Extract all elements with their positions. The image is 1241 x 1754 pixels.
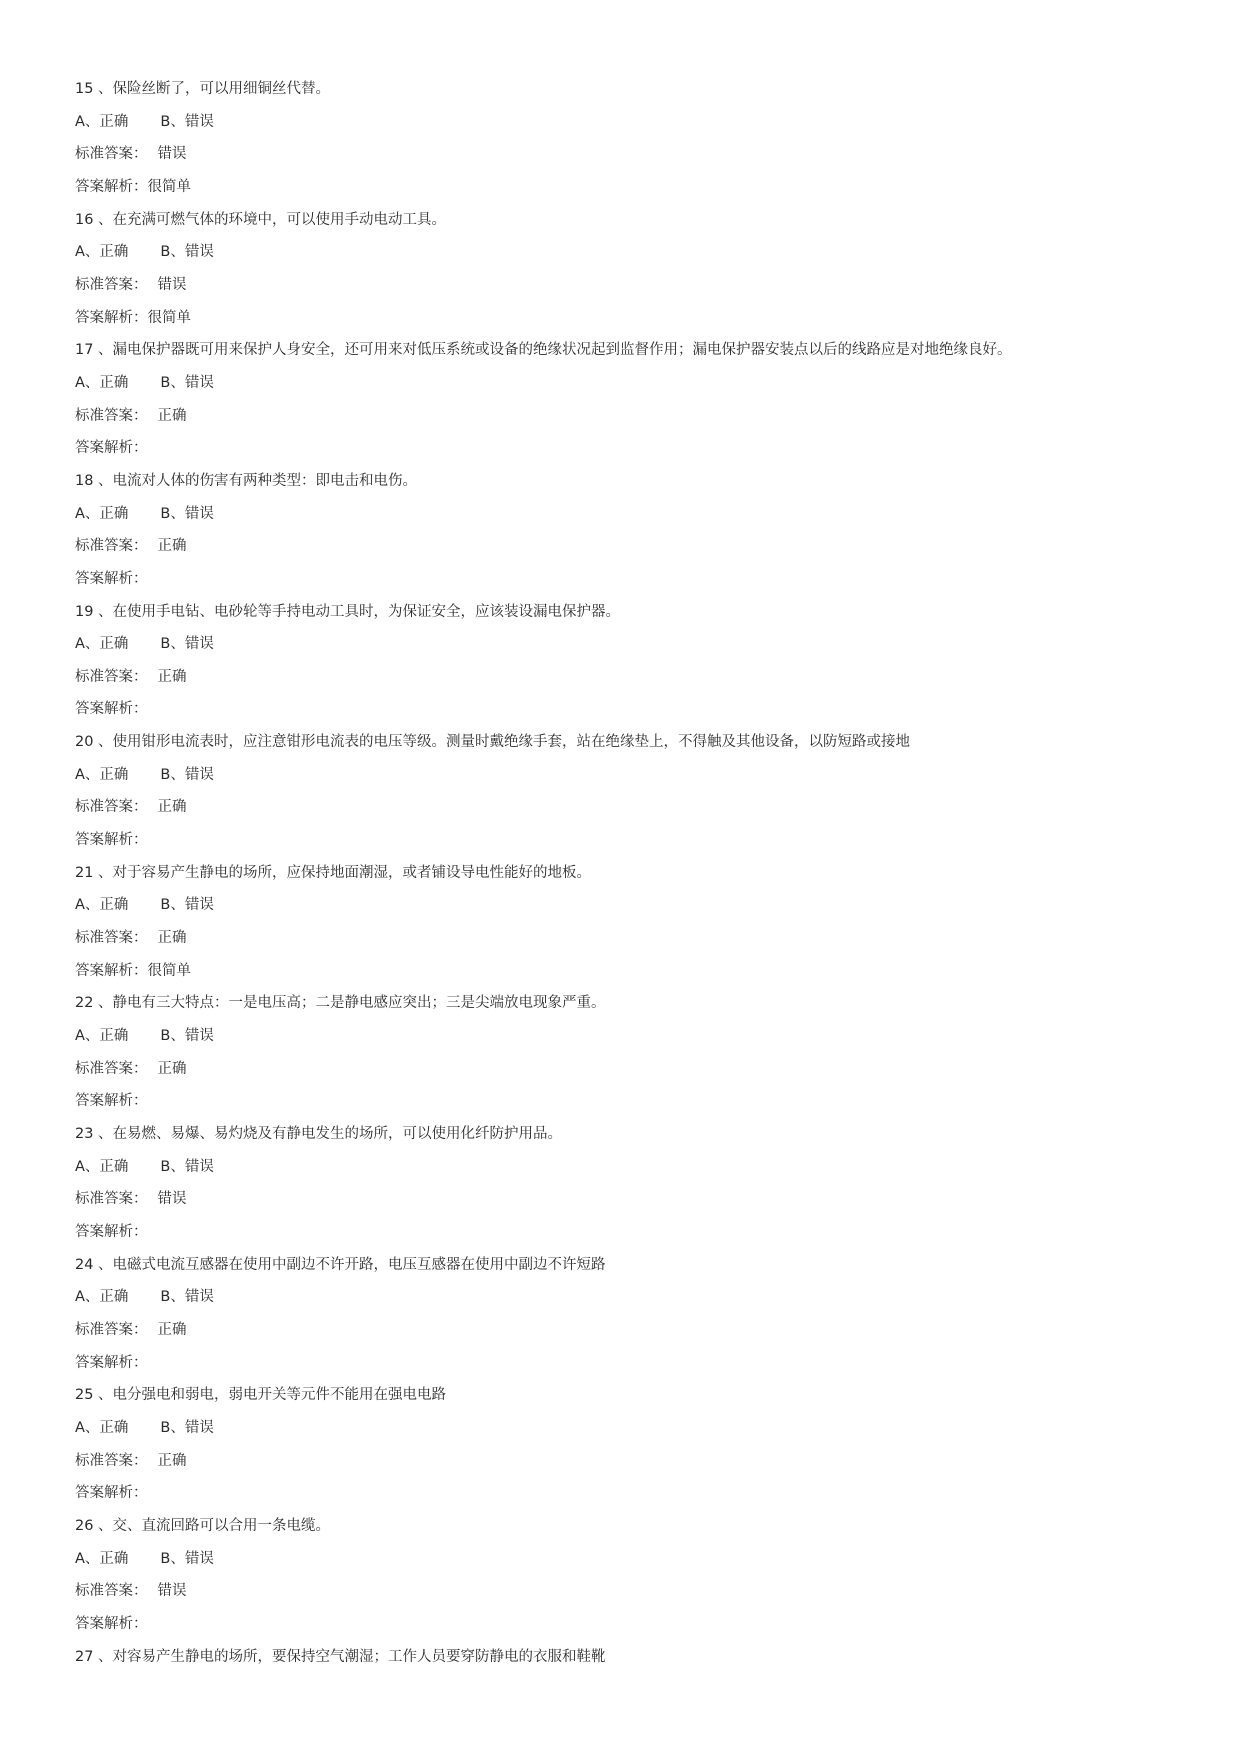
question-block bbox=[75, 1123, 1195, 1254]
question-block bbox=[75, 601, 1195, 732]
option-a: A、正确 bbox=[75, 113, 129, 130]
option-b: B、错误 bbox=[160, 1158, 214, 1175]
question-text: 27 、对容易产生静电的场所，要保持空气潮湿；工作人员要穿防静电的衣服和鞋靴 bbox=[75, 1648, 606, 1665]
answer-value: 错误 bbox=[157, 1583, 187, 1600]
question-text: 15 、保险丝断了，可以用细铜丝代替。 bbox=[75, 81, 331, 97]
question-text: 17 、漏电保护器既可用来保护人身安全，还可用来对低压系统或设备的绝缘状况起到监督作用；漏电保护器安装点以后的线路应是对地绝缘良好。 bbox=[75, 342, 1012, 359]
analysis-label: 答案解析： bbox=[75, 1615, 148, 1632]
question-block bbox=[75, 1384, 1195, 1515]
answer-value: 正确 bbox=[157, 407, 187, 424]
option-b: B、错误 bbox=[160, 766, 214, 783]
option-a: A、正确 bbox=[75, 1158, 129, 1175]
standard-answer-row bbox=[75, 143, 1195, 176]
options-row bbox=[75, 503, 1195, 536]
answer-analysis-row bbox=[75, 829, 1195, 862]
analysis-label: 答案解析： bbox=[75, 1093, 148, 1110]
question-block bbox=[75, 209, 1195, 340]
options-row bbox=[75, 764, 1195, 797]
question-text: 21 、对于容易产生静电的场所，应保持地面潮湿，或者铺设导电性能好的地板。 bbox=[75, 864, 592, 881]
options-row bbox=[75, 1548, 1195, 1581]
option-b: B、错误 bbox=[160, 897, 214, 914]
answer-value: 错误 bbox=[157, 276, 187, 293]
answer-analysis-row bbox=[75, 176, 1195, 209]
option-a: A、正确 bbox=[75, 897, 129, 914]
option-b: B、错误 bbox=[160, 1419, 214, 1436]
analysis-label: 答案解析： bbox=[75, 1354, 148, 1371]
question-block bbox=[75, 731, 1195, 862]
standard-answer-row bbox=[75, 1319, 1195, 1352]
analysis-label: 答案解析： bbox=[75, 178, 148, 195]
answer-analysis-row bbox=[75, 1613, 1195, 1646]
option-b: B、错误 bbox=[160, 1028, 214, 1045]
option-a: A、正确 bbox=[75, 1289, 129, 1306]
trailing-question-block bbox=[75, 1646, 1195, 1679]
option-b: B、错误 bbox=[160, 636, 214, 653]
analysis-label: 答案解析： bbox=[75, 309, 148, 326]
answer-analysis-row bbox=[75, 698, 1195, 731]
option-a: A、正确 bbox=[75, 636, 129, 653]
answer-analysis-row bbox=[75, 307, 1195, 340]
question-text: 23 、在易燃、易爆、易灼烧及有静电发生的场所，可以使用化纤防护用品。 bbox=[75, 1126, 563, 1142]
option-b: B、错误 bbox=[160, 505, 214, 522]
option-b: B、错误 bbox=[160, 374, 214, 391]
answer-label: 标准答案： bbox=[75, 538, 148, 555]
question-block bbox=[75, 992, 1195, 1123]
options-row bbox=[75, 241, 1195, 274]
question-text: 18 、电流对人体的伤害有两种类型：即电击和电伤。 bbox=[75, 472, 418, 489]
options-row bbox=[75, 1156, 1195, 1189]
options-row bbox=[75, 1417, 1195, 1450]
answer-analysis-row bbox=[75, 568, 1195, 601]
option-b: B、错误 bbox=[160, 1550, 214, 1567]
options-row bbox=[75, 1025, 1195, 1058]
options-row bbox=[75, 894, 1195, 927]
analysis-label: 答案解析： bbox=[75, 1223, 148, 1240]
answer-value: 正确 bbox=[157, 799, 187, 816]
answer-label: 标准答案： bbox=[75, 1191, 148, 1208]
analysis-label: 答案解析： bbox=[75, 701, 148, 718]
question-block bbox=[75, 1515, 1195, 1646]
answer-analysis-row bbox=[75, 1482, 1195, 1515]
answer-label: 标准答案： bbox=[75, 1583, 148, 1600]
answer-label: 标准答案： bbox=[75, 1452, 148, 1469]
option-a: A、正确 bbox=[75, 1550, 129, 1567]
options-row bbox=[75, 1286, 1195, 1319]
option-a: A、正确 bbox=[75, 1419, 129, 1436]
answer-label: 标准答案： bbox=[75, 1060, 148, 1077]
standard-answer-row bbox=[75, 1580, 1195, 1613]
question-text: 24 、电磁式电流互感器在使用中副边不许开路，电压互感器在使用中副边不许短路 bbox=[75, 1256, 606, 1273]
answer-analysis-row bbox=[75, 1221, 1195, 1254]
option-a: A、正确 bbox=[75, 374, 129, 391]
answer-label: 标准答案： bbox=[75, 930, 148, 947]
question-text: 25 、电分强电和弱电，弱电开关等元件不能用在强电电路 bbox=[75, 1387, 447, 1404]
question-block bbox=[75, 470, 1195, 601]
standard-answer-row bbox=[75, 666, 1195, 699]
answer-value: 错误 bbox=[157, 1191, 187, 1208]
option-a: A、正确 bbox=[75, 1028, 129, 1045]
standard-answer-row bbox=[75, 1058, 1195, 1091]
analysis-label: 答案解析： bbox=[75, 1485, 148, 1502]
analysis-label: 答案解析： bbox=[75, 570, 148, 587]
analysis-label: 答案解析： bbox=[75, 962, 148, 979]
answer-analysis-row bbox=[75, 1090, 1195, 1123]
standard-answer-row bbox=[75, 274, 1195, 307]
analysis-text: 很简单 bbox=[147, 178, 191, 195]
standard-answer-row bbox=[75, 1188, 1195, 1221]
standard-answer-row bbox=[75, 1450, 1195, 1483]
document-body bbox=[75, 78, 1195, 1678]
answer-label: 标准答案： bbox=[75, 407, 148, 424]
answer-value: 正确 bbox=[157, 668, 187, 685]
option-b: B、错误 bbox=[160, 1289, 214, 1306]
question-text: 16 、在充满可燃气体的环境中，可以使用手动电动工具。 bbox=[75, 211, 447, 228]
question-text: 20 、使用钳形电流表时，应注意钳形电流表的电压等级。测量时戴绝缘手套，站在绝缘垫上，不得触及其他设备，以防短路或接地 bbox=[75, 734, 911, 751]
analysis-label: 答案解析： bbox=[75, 832, 148, 849]
option-b: B、错误 bbox=[160, 244, 214, 261]
standard-answer-row bbox=[75, 796, 1195, 829]
answer-label: 标准答案： bbox=[75, 146, 148, 163]
answer-value: 正确 bbox=[157, 1452, 187, 1469]
question-block bbox=[75, 1254, 1195, 1385]
standard-answer-row bbox=[75, 535, 1195, 568]
answer-value: 正确 bbox=[157, 1321, 187, 1338]
analysis-label: 答案解析： bbox=[75, 440, 148, 457]
question-block bbox=[75, 78, 1195, 209]
question-block bbox=[75, 339, 1195, 470]
standard-answer-row bbox=[75, 927, 1195, 960]
question-text: 22 、静电有三大特点：一是电压高；二是静电感应突出；三是尖端放电现象严重。 bbox=[75, 995, 606, 1012]
option-a: A、正确 bbox=[75, 766, 129, 783]
option-a: A、正确 bbox=[75, 505, 129, 522]
standard-answer-row bbox=[75, 405, 1195, 438]
options-row bbox=[75, 372, 1195, 405]
answer-value: 正确 bbox=[157, 538, 187, 555]
answer-label: 标准答案： bbox=[75, 276, 148, 293]
question-text: 19 、在使用手电钻、电砂轮等手持电动工具时，为保证安全，应该装设漏电保护器。 bbox=[75, 603, 621, 620]
answer-label: 标准答案： bbox=[75, 668, 148, 685]
answer-label: 标准答案： bbox=[75, 799, 148, 816]
answer-analysis-row bbox=[75, 960, 1195, 993]
option-b: B、错误 bbox=[160, 113, 214, 130]
answer-value: 正确 bbox=[157, 930, 187, 947]
answer-analysis-row bbox=[75, 437, 1195, 470]
options-row bbox=[75, 633, 1195, 666]
answer-analysis-row bbox=[75, 1352, 1195, 1385]
answer-value: 错误 bbox=[157, 146, 187, 163]
answer-label: 标准答案： bbox=[75, 1321, 148, 1338]
option-a: A、正确 bbox=[75, 244, 129, 261]
analysis-text: 很简单 bbox=[147, 962, 191, 979]
analysis-text: 很简单 bbox=[147, 309, 191, 326]
question-text: 26 、交、直流回路可以合用一条电缆。 bbox=[75, 1517, 331, 1534]
answer-value: 正确 bbox=[157, 1060, 187, 1077]
options-row bbox=[75, 111, 1195, 144]
question-block bbox=[75, 862, 1195, 993]
